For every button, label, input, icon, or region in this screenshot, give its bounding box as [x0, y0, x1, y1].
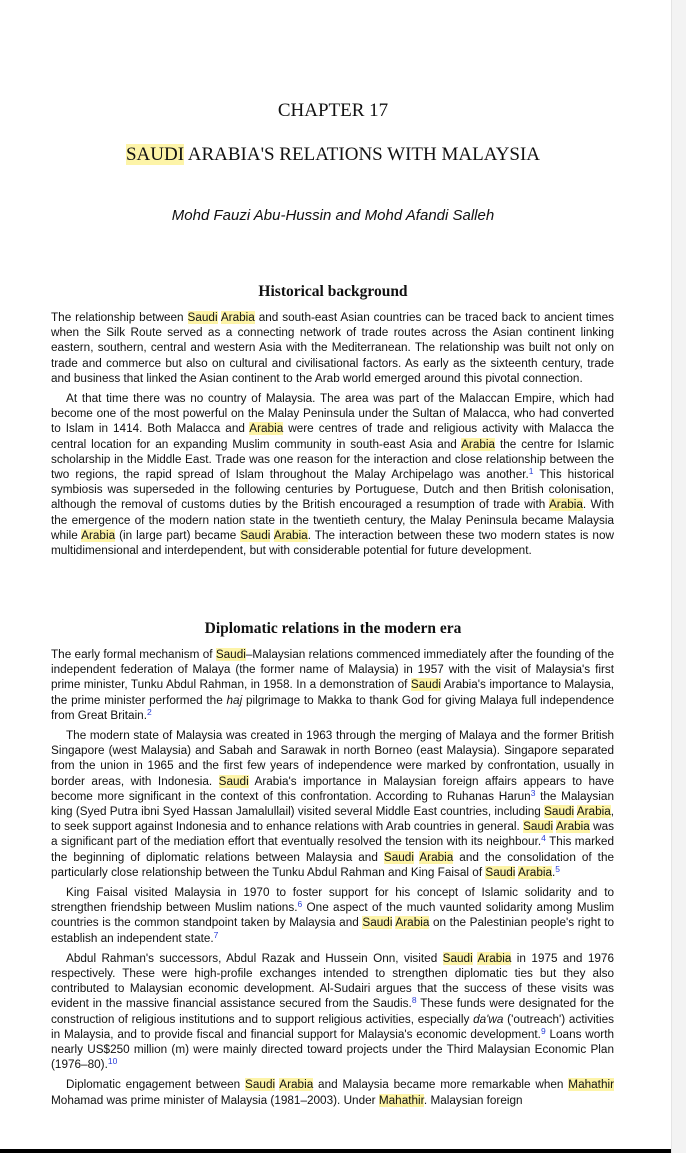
- paragraph: Abdul Rahman's successors, Abdul Razak and Hussein Onn, visited Saudi Arabia in 1975 and 1976 respectively. These were high-profile exchanges intended to strengthen diplomatic ties but they also contributed to Malaysian economic development. Al-Sudairi argues that the success of these visits was evident in the massive financial assistance secured from the Saudis.$^8$ These funds were designated for the construction of religious institutions and to support religious activities, especially da'wa ('outreach') activities in Malaysia, and to provide fiscal and financial support for Malaysia's economic development.$^9$ Loans worth nearly US$250 million (m) were mainly directed toward projects under the Third Malaysian Economic Plan (1976–80).$^{10}$: [51, 951, 615, 1072]
- footnote-ref[interactable]: 7: [213, 929, 219, 940]
- paragraph: King Faisal visited Malaysia in 1970 to foster support for his concept of Islamic solidarity and to strengthen friendship between Muslim nations.$^6$ One aspect of the much vaunted solidarity among Muslim countries is the common standpoint taken by Malaysia and Saudi Arabia on the Palestinian people's right to establish an independent state.$^7$: [51, 886, 614, 945]
- paragraph: The modern state of Malaysia was created in 1963 through the merging of Malaya and the former British Singapore (west Malaysia) and Sabah and Sarawak in north Borneo (east Malaysia). Singapore separated from the union in 1965 and the first few years of independence were marked by confrontation, usually in border areas, with Indonesia. Saudi Arabia's importance in Malaysian foreign affairs appears to have become more significant in the context of this confrontation. According to Ruhanas Harun$^3$ the Malaysian king (Syed Putra ibni Syed Hassan Jamalullail) visited several Middle East countries, including Saudi Arabia, to seek support against Indonesia and to enhance relations with Arab countries in general. Saudi Arabia was a significant part of the mediation effort that eventually resolved the tension with its neighbour.$^4$ This marked the beginning of diplomatic relations between Malaysia and Saudi Arabia and the consolidation of the particularly close relationship between the Tunku Abdul Rahman and King Faisal of Saudi Arabia.$^5$: [51, 729, 615, 879]
- section-body: [51, 310, 614, 558]
- section-heading: Diplomatic relations in the modern era: [204, 620, 462, 637]
- footnote-ref[interactable]: 10: [107, 1056, 118, 1067]
- footnote-ref[interactable]: 5: [555, 863, 561, 874]
- footnote-ref[interactable]: 3: [530, 787, 536, 798]
- footnote-ref[interactable]: 8: [411, 995, 417, 1006]
- footnote-ref[interactable]: 6: [297, 899, 303, 910]
- paragraph: The early formal mechanism of Saudi–Malaysian relations commenced immediately after the founding of the independent federation of Malaya (the former name of Malaysia) in 1957 with the visit of Malaysia's first prime minister, Tunku Abdul Rahman, in 1958. In a demonstration of Saudi Arabia's importance to Malaysia, the prime minister performed the haj pilgrimage to Makka to thank God for giving Malaya full independence from Great Britain.$^2$: [51, 648, 615, 722]
- page-bottom-edge: [0, 1149, 672, 1153]
- section-heading: Historical background: [258, 283, 408, 300]
- paragraph: Diplomatic engagement between Saudi Arabia and Malaysia became more remarkable when Mahathir Mohamad was prime minister of Malaysia (1981–2003). Under Mahathir. Malaysian foreign: [51, 1078, 614, 1107]
- authors: Mohd Fauzi Abu-Hussin and Mohd Afandi Salleh: [171, 207, 495, 224]
- footnote-ref[interactable]: 9: [540, 1025, 546, 1036]
- section-body: [51, 647, 614, 1108]
- footnote-ref[interactable]: 4: [541, 833, 546, 844]
- footnote-ref[interactable]: 1: [528, 466, 534, 477]
- highlighted-term: SAUDI: [125, 144, 185, 165]
- chapter-title: SAUDI ARABIA'S RELATIONS WITH MALAYSIA: [125, 144, 541, 165]
- paragraph: The relationship between Saudi Arabia and south-east Asian countries can be traced back to ancient times when the Silk Route served as a connecting network of trade routes across the Asian continent linking eastern, southern, central and western Asia with the Mediterranean. The relationship was built not only on trade and commerce but also on cultural and civilisational factors. As early as the sixteenth century, trade and business that linked the Asian continent to the Arab world emerged around this pivotal connection.: [51, 311, 614, 385]
- vertical-scrollbar[interactable]: [671, 0, 686, 1153]
- footnote-ref[interactable]: 2: [147, 706, 152, 717]
- paragraph: At that time there was no country of Malaysia. The area was part of the Malaccan Empire, which had become one of the most powerful on the Malay Peninsula under the Sultan of Malacca, who had converted to Islam in 1414. Both Malacca and Arabia were centres of trade and religious activity with Malacca the central location for an expanding Muslim community in south-east Asia and Arabia the centre for Islamic scholarship in the Middle East. Trade was one reason for the interaction and close relationship between the two regions, the rapid spread of Islam throughout the Malay Archipelago was another.$^1$ This historical symbiosis was superseded in the following centuries by Portuguese, Dutch and then British colonisation, although the removal of customs duties by the British encouraged a resumption of trade with Arabia. With the emergence of the modern nation state in the twentieth century, the Malay Peninsula became Malaysia while Arabia (in large part) became Saudi Arabia. The interaction between these two modern states is now multidimensional and interdependent, but with considerable potential for future development.: [51, 392, 615, 558]
- chapter-number: CHAPTER 17: [277, 100, 389, 121]
